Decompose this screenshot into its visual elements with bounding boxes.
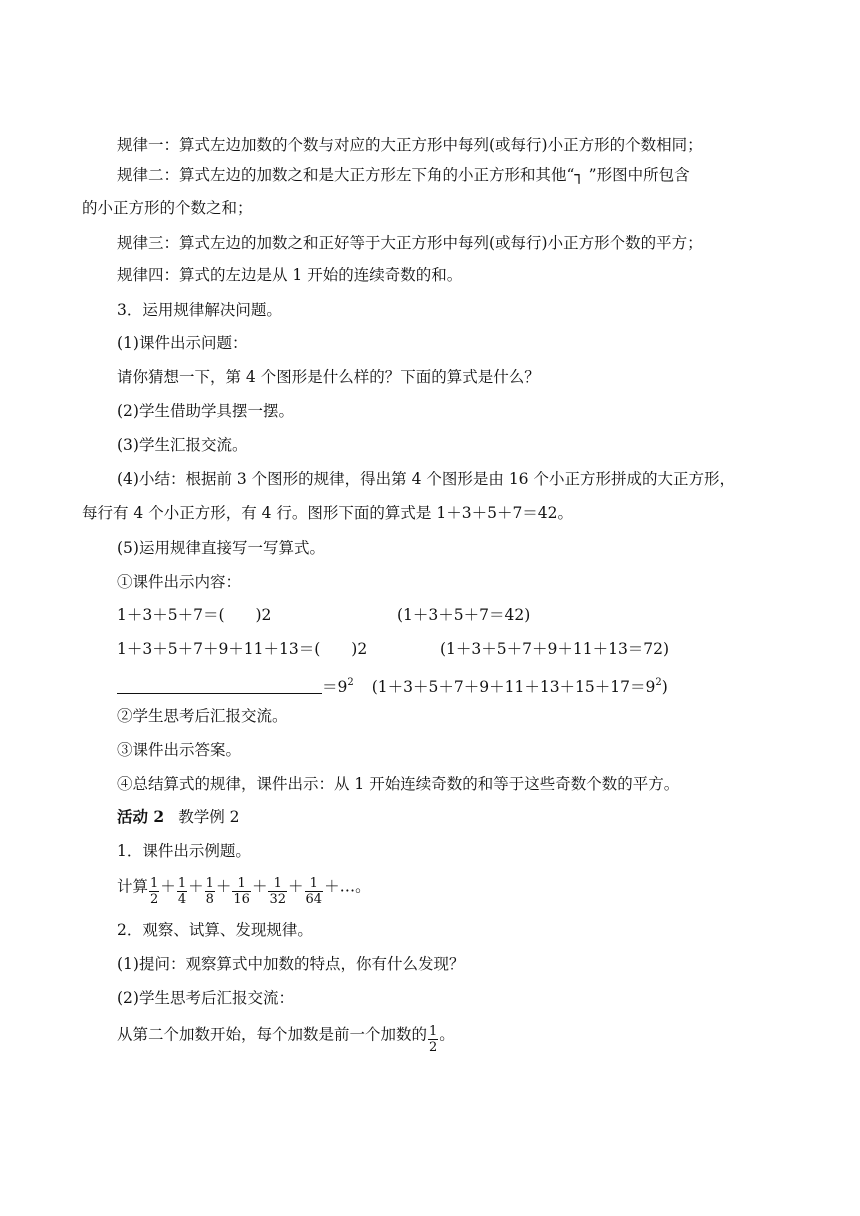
equation-3-right-close: ) bbox=[661, 678, 668, 696]
question-1: (1)提问：观察算式中加数的特点，你有什么发现？ bbox=[117, 955, 465, 973]
fraction: $\frac{1}{2}$ bbox=[429, 1024, 438, 1055]
rule-2: 规律二：算式左边的加数之和是大正方形左下角的小正方形和其他“┐ ”形图中所包含 bbox=[117, 166, 690, 184]
equation-1-right: (1＋3＋5＋7＝42) bbox=[397, 606, 531, 624]
plus-sign: ＋ bbox=[160, 877, 176, 896]
rule-2-cont: 的小正方形的个数之和； bbox=[82, 199, 253, 217]
calc-prefix: 计算 bbox=[117, 877, 149, 896]
calc-expression bbox=[117, 872, 371, 907]
equation-3-right-sup: 2 bbox=[655, 677, 662, 688]
example-step-1: 1．课件出示例题。 bbox=[117, 842, 251, 860]
equation-3-mid: ＝9 bbox=[322, 678, 348, 696]
equation-3-right: (1＋3＋5＋7＋9＋11＋13＋15＋17＝9 bbox=[371, 678, 656, 696]
equation-3-sup: 2 bbox=[347, 677, 354, 688]
plus-sign: ＋ bbox=[288, 877, 304, 896]
circle-item-1: ①课件出示内容： bbox=[117, 573, 242, 591]
finding-suffix: 。 bbox=[439, 1025, 455, 1044]
finding-prefix: 从第二个加数开始，每个加数是前一个加数的 bbox=[117, 1025, 428, 1044]
fraction: $\frac{1}{64}$ bbox=[305, 876, 323, 907]
rule-1: 规律一：算式左边加数的个数与对应的大正方形中每列(或每行)小正方形的个数相同； bbox=[117, 136, 703, 154]
sub-step-4: (4)小结：根据前 3 个图形的规律，得出第 4 个图形是由 16 个小正方形拼成的大正方形， bbox=[117, 470, 735, 488]
question-2: (2)学生思考后汇报交流： bbox=[117, 989, 294, 1007]
equation-3 bbox=[117, 673, 668, 697]
fraction: $\frac{1}{4}$ bbox=[177, 876, 187, 907]
rule-4: 规律四：算式的左边是从 1 开始的连续奇数的和。 bbox=[117, 266, 463, 284]
sub-step-5: (5)运用规律直接写一写算式。 bbox=[117, 539, 325, 557]
blank-line bbox=[117, 679, 322, 694]
circle-item-2: ②学生思考后汇报交流。 bbox=[117, 707, 288, 725]
sub-step-4-cont: 每行有 4 个小正方形，有 4 行。图形下面的算式是 1＋3＋5＋7＝42。 bbox=[82, 504, 574, 522]
plus-sign: ＋ bbox=[215, 877, 232, 896]
plus-sign: ＋ bbox=[188, 877, 204, 896]
fraction: $\frac{1}{8}$ bbox=[205, 876, 214, 907]
sub-step-1: (1)课件出示问题： bbox=[117, 334, 248, 352]
equation-1-left: 1＋3＋5＋7＝( )2 bbox=[117, 606, 272, 624]
rule-3: 规律三：算式左边的加数之和正好等于大正方形中每列(或每行)小正方形个数的平方； bbox=[117, 234, 703, 252]
activity-subtitle: 教学例 2 bbox=[178, 808, 240, 826]
fraction: $\frac{1}{2}$ bbox=[150, 876, 159, 907]
example-step-2: 2．观察、试算、发现规律。 bbox=[117, 921, 313, 939]
sub-step-2: (2)学生借助学具摆一摆。 bbox=[117, 402, 294, 420]
activity-2-heading bbox=[117, 807, 239, 827]
fraction: $\frac{1}{32}$ bbox=[269, 876, 287, 907]
equation-2-left: 1＋3＋5＋7＋9＋11＋13＝( )2 bbox=[117, 640, 368, 658]
step-3-heading: 3．运用规律解决问题。 bbox=[117, 301, 282, 319]
activity-title: 活动 2 bbox=[117, 807, 165, 826]
calc-tail: ＋…。 bbox=[324, 877, 371, 896]
plus-sign: ＋ bbox=[251, 877, 268, 896]
circle-item-4: ④总结算式的规律，课件出示：从 1 开始连续奇数的和等于这些奇数个数的平方。 bbox=[117, 775, 680, 793]
equation-2-right: (1＋3＋5＋7＋9＋11＋13＝72) bbox=[440, 640, 670, 658]
finding-text bbox=[117, 1020, 455, 1055]
sub-step-3: (3)学生汇报交流。 bbox=[117, 436, 248, 454]
circle-item-3: ③课件出示答案。 bbox=[117, 741, 242, 759]
fraction: $\frac{1}{16}$ bbox=[233, 876, 250, 907]
question-text: 请你猜想一下，第 4 个图形是什么样的？下面的算式是什么？ bbox=[117, 368, 540, 386]
